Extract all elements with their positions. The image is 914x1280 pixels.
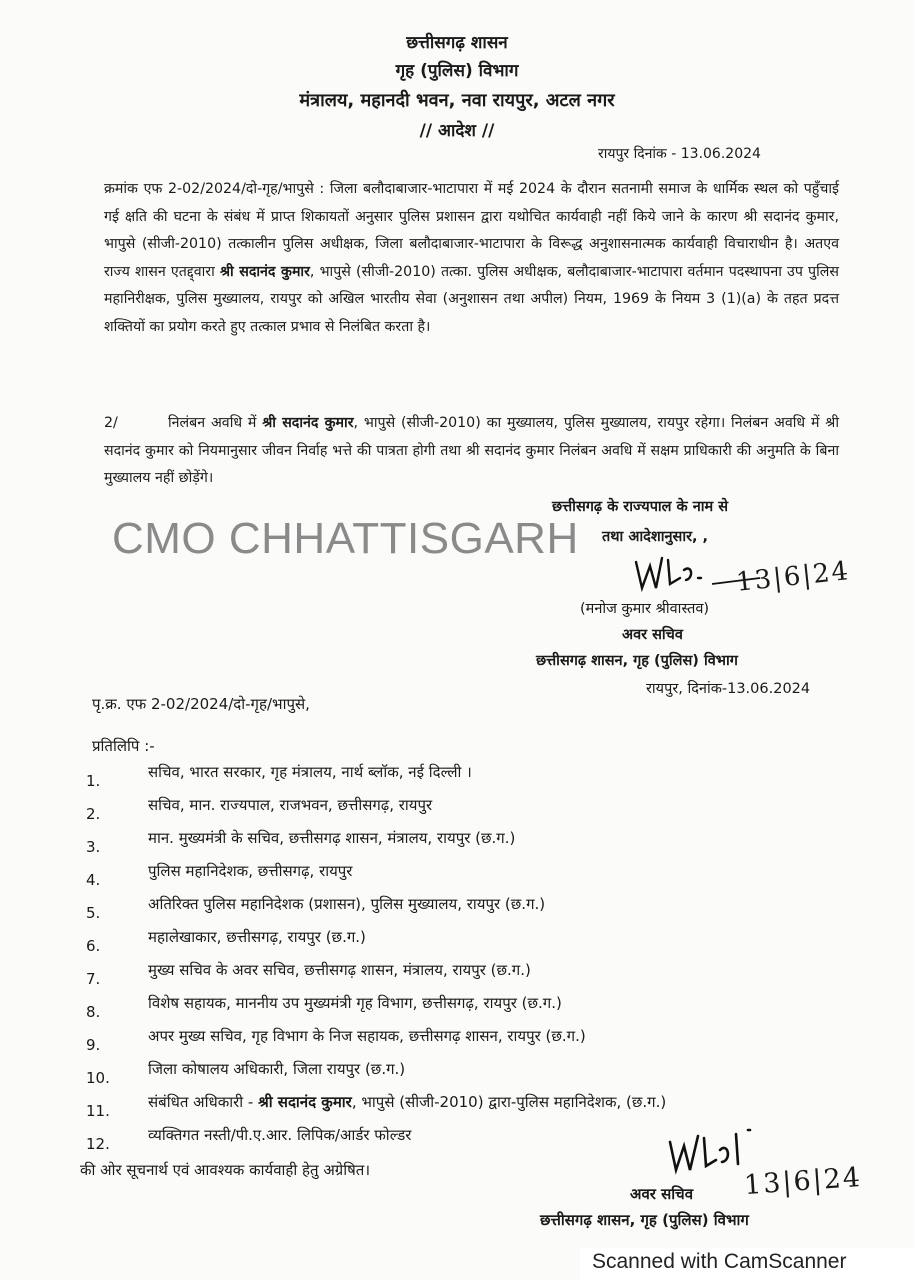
reference-number: पृ.क्र. एफ 2-02/2024/दो-गृह/भापुसे, (92, 695, 310, 713)
item-text: महालेखाकार, छत्तीसगढ़, रायपुर (छ.ग.) (148, 928, 366, 946)
authority-line-2: तथा आदेशानुसार, , (602, 529, 709, 545)
item-number: 6. (86, 937, 101, 955)
list-item (86, 760, 846, 793)
list-item (86, 1090, 846, 1123)
list-item (86, 991, 846, 1024)
para2-number: 2/ (104, 415, 118, 431)
authority-line: छत्तीसगढ़ के राज्यपाल के नाम से (552, 499, 729, 515)
item-text: व्यक्तिगत नस्ती/पी.ए.आर. लिपिक/आर्डर फोल्डर (148, 1126, 412, 1144)
para2-officer-name: श्री सदानंद कुमार (262, 415, 354, 431)
item-number: 4. (86, 871, 101, 889)
item-number: 8. (86, 1003, 101, 1021)
item-text (148, 1092, 666, 1112)
para2-text-a: निलंबन अवधि में (168, 415, 263, 431)
para1-text-a: क्रमांक एफ 2-02/2024/दो-गृह/भापुसे : जिला बलौदाबाजार-भाटापारा में मई 2024 के दौरान सतनामी समाज के धार्मिक स्थल को पहुँचाई गई क्षति की घटना के संबंध में प्राप्त शिकायतों अनुसार पुलिस प्रशासन द्वारा यथोचित कार्यवाही नहीं किये जाने के कारण श्री सदानंद कुमार, भापुसे (सीजी-2010) तत्कालीन पुलिस अधीक्षक, जिला बलौदाबाजार-भाटापारा के विरूद्ध अनुशासनात्मक कार्यवाही विचाराधीन है। अतएव राज्य शासन एतद्द्वारा (104, 181, 839, 280)
scanner-label: Scanned with CamScanner (592, 1250, 847, 1273)
item-number: 11. (86, 1102, 110, 1120)
list-item (86, 925, 846, 958)
closing-line: की ओर सूचनार्थ एवं आवश्यक कार्यवाही हेतु अग्रेषित। (80, 1161, 371, 1179)
para2-text-b: , भापुसे (सीजी-2010) का मुख्यालय, पुलिस मुख्यालय, रायपुर रहेगा। निलंबन अवधि में श्री सदानंद कुमार को नियमानुसार जीवन निर्वाह भत्ते की पात्रता होगी तथा श्री सदानंद कुमार निलंबन अवधि में सक्षम प्राधिकारी की अनुमति के बिना मुख्यालय नहीं छोड़ेंगे। (104, 415, 839, 486)
item-number: 2. (86, 805, 101, 823)
para1-text-b: , भापुसे (सीजी-2010) तत्का. पुलिस अधीक्षक, बलौदाबाजार-भाटापारा वर्तमान पदस्थापना उप पुलिस महानिरीक्षक, पुलिस मुख्यालय, रायपुर को अखिल भारतीय सेवा (अनुशासन तथा अपील) नियम, 1969 के नियम 3 (1)(a) के तहत प्रदत्त शक्तियों का प्रयोग करते हुए तत्काल प्रभाव से निलंबित करता है। (104, 263, 839, 335)
item-text: सचिव, भारत सरकार, गृह मंत्रालय, नार्थ ब्लॉक, नई दिल्ली । (148, 763, 472, 781)
header-address: मंत्रालय, महानदी भवन, नवा रायपुर, अटल नगर (299, 90, 615, 111)
item-number: 3. (86, 838, 101, 856)
order-paragraph-1 (104, 176, 839, 341)
item-number: 12. (86, 1135, 110, 1153)
header-order-title: // आदेश // (419, 121, 495, 141)
signatory-date: रायपुर, दिनांक-13.06.2024 (646, 681, 811, 697)
list-item (86, 793, 846, 826)
final-signatory-department: छत्तीसगढ़ शासन, गृह (पुलिस) विभाग (540, 1211, 749, 1229)
para1-officer-name: श्री सदानंद कुमार (219, 263, 310, 280)
final-signatory-designation: अवर सचिव (630, 1185, 694, 1203)
item-text: मुख्य सचिव के अवर सचिव, छत्तीसगढ़ शासन, मंत्रालय, रायपुर (छ.ग.) (148, 961, 531, 979)
list-item (86, 892, 846, 925)
item-number: 9. (86, 1036, 101, 1054)
signatory-designation: अवर सचिव (622, 627, 683, 643)
signatory-department: छत्तीसगढ़ शासन, गृह (पुलिस) विभाग (536, 653, 738, 669)
item-officer-name: श्री सदानंद कुमार (258, 1093, 352, 1111)
item-text-a: संबंधित अधिकारी - (148, 1093, 259, 1111)
order-date: रायपुर दिनांक - 13.06.2024 (598, 146, 761, 162)
watermark: CMO CHHATTISGARH (112, 514, 579, 563)
item-text-b: , भापुसे (सीजी-2010) द्वारा-पुलिस महानिदेशक, (छ.ग.) (351, 1093, 667, 1111)
item-text: जिला कोषालय अधिकारी, जिला रायपुर (छ.ग.) (148, 1060, 406, 1078)
scanner-footer (580, 1248, 914, 1280)
item-text: सचिव, मान. राज्यपाल, राजभवन, छत्तीसगढ़, रायपुर (148, 796, 433, 814)
item-number: 1. (86, 772, 101, 790)
handwritten-date-2: 13|6|24 (743, 1161, 864, 1202)
item-text: विशेष सहायक, माननीय उप मुख्यमंत्री गृह विभाग, छत्तीसगढ़, रायपुर (छ.ग.) (148, 994, 562, 1012)
item-text: मान. मुख्यमंत्री के सचिव, छत्तीसगढ़ शासन, मंत्रालय, रायपुर (छ.ग.) (148, 829, 516, 847)
recipient-list (86, 760, 846, 1156)
item-number: 10. (86, 1069, 110, 1087)
list-item (86, 859, 846, 892)
header-government: छत्तीसगढ़ शासन (406, 33, 508, 53)
signatory-name: (मनोज कुमार श्रीवास्तव) (580, 601, 710, 617)
list-item (86, 1057, 846, 1090)
item-number: 5. (86, 904, 101, 922)
order-paragraph-2 (104, 410, 839, 493)
item-text: अतिरिक्त पुलिस महानिदेशक (प्रशासन), पुलिस मुख्यालय, रायपुर (छ.ग.) (148, 895, 546, 913)
list-item (86, 1024, 846, 1057)
item-text: अपर मुख्य सचिव, गृह विभाग के निज सहायक, छत्तीसगढ़ शासन, रायपुर (छ.ग.) (148, 1027, 586, 1045)
copy-to-label: प्रतिलिपि :- (92, 737, 155, 755)
list-item (86, 958, 846, 991)
handwritten-date-1: 13|6|24 (734, 556, 852, 598)
item-number: 7. (86, 970, 101, 988)
item-text: पुलिस महानिदेशक, छत्तीसगढ़, रायपुर (148, 862, 353, 880)
list-item (86, 826, 846, 859)
header-department: गृह (पुलिस) विभाग (395, 61, 519, 81)
